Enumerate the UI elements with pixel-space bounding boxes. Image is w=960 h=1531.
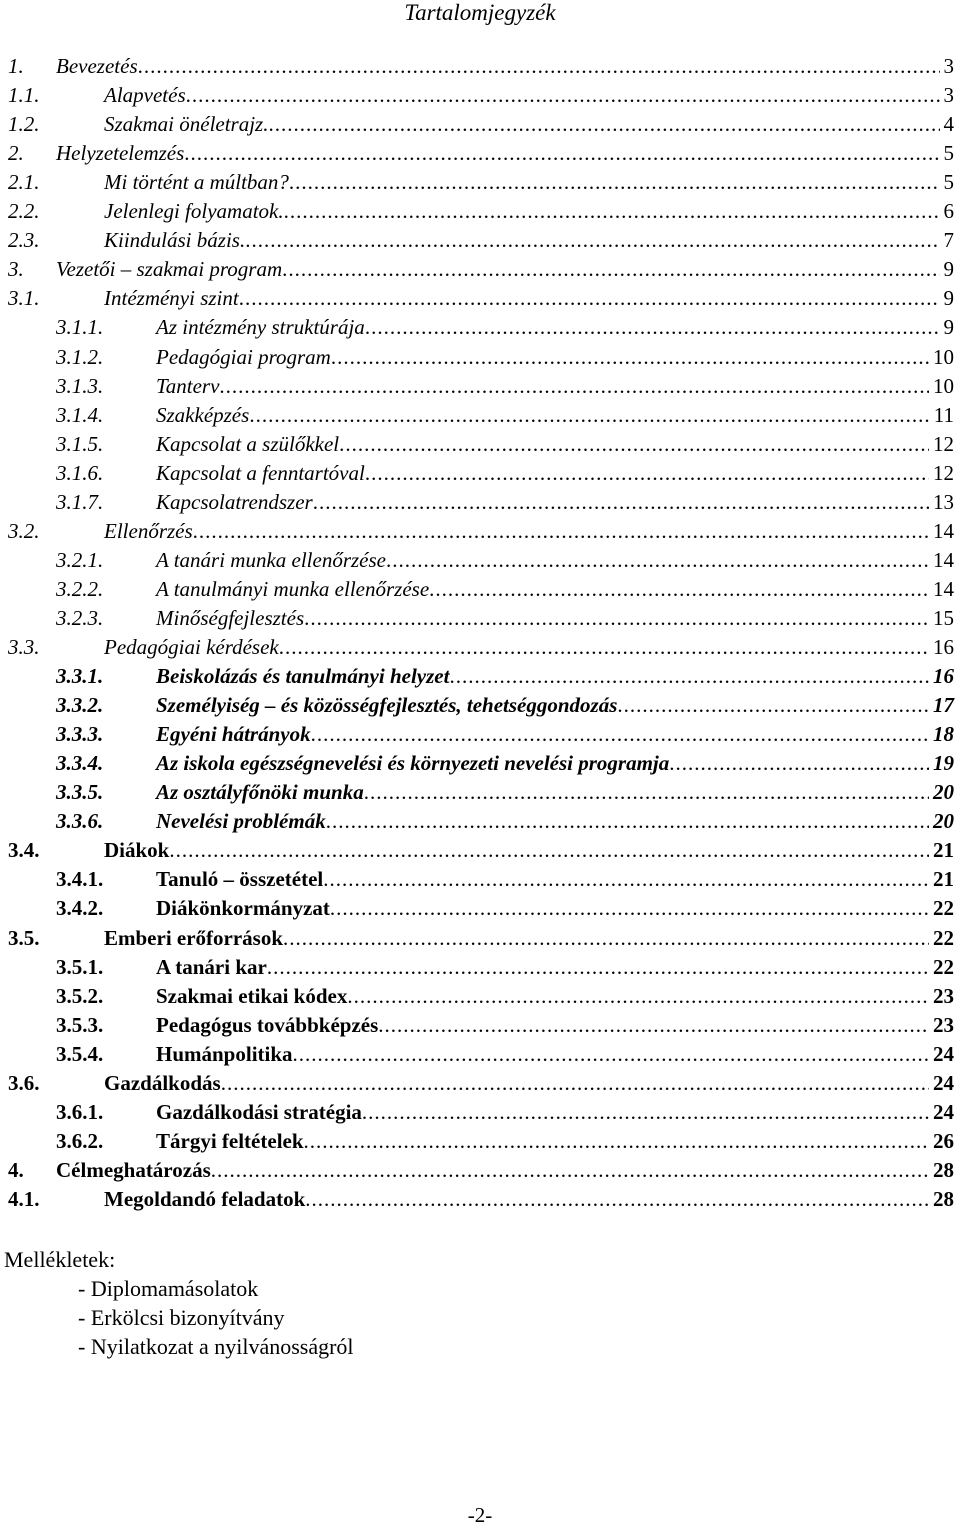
toc-entry-number: 3.5.4. [56,1041,104,1066]
toc-entry-page: 10 [933,344,954,369]
dot-leader [219,372,929,401]
dot-leader [311,720,929,749]
toc-entry-label: Alapvetés [104,81,186,110]
dot-leader [326,807,929,836]
toc-entry[interactable] [0,982,960,1011]
dot-leader [429,575,929,604]
toc-entry-number: 3.5.1. [56,954,104,979]
toc-entry-number: 3.4. [8,838,40,863]
toc-entry[interactable] [0,1127,960,1156]
toc-entry-label: Az intézmény struktúrája [156,313,365,342]
toc-entry-number: 3.6. [8,1070,40,1095]
toc-entry-label: Megoldandó feladatok [104,1185,305,1214]
toc-entry-number: 3.6.1. [56,1099,104,1124]
toc-entry[interactable] [0,894,960,923]
toc-entry-number: 3.5.2. [56,983,104,1008]
toc-entry-label: Minőségfejlesztés [156,604,304,633]
toc-entry-label: Tárgyi feltételek [156,1127,304,1156]
appendix-item: - Erkölcsi bizonyítvány [78,1305,285,1330]
dot-leader [449,662,929,691]
toc-entry-page: 7 [943,228,954,253]
toc-entry[interactable] [0,633,960,662]
dot-leader [365,459,929,488]
toc-title: Tartalomjegyzék [404,0,556,25]
toc-entry-label: Tanterv [156,372,219,401]
dot-leader [283,924,929,953]
toc-entry[interactable] [0,110,960,139]
toc-entry-number: 3.3.3. [56,722,104,747]
toc-entry-number: 4. [8,1157,24,1182]
toc-entry-label: Pedagógiai kérdések [104,633,279,662]
toc-entry[interactable] [0,662,960,691]
toc-entry[interactable] [0,1040,960,1069]
toc-entry-page: 14 [933,518,954,543]
toc-entry-number: 3.3.2. [56,693,104,718]
toc-entry-number: 3.3.6. [56,809,104,834]
toc-entry-number: 3.6.2. [56,1128,104,1153]
toc-entry-page: 19 [933,751,954,776]
toc-entry-number: 3.5.3. [56,1012,104,1037]
toc-entry-page: 13 [933,489,954,514]
toc-entry-label: Jelenlegi folyamatok. [104,197,284,226]
toc-entry[interactable] [0,488,960,517]
dot-leader [289,168,940,197]
toc-entry-number: 2.3. [8,228,40,253]
toc-entry-page: 26 [933,1128,954,1153]
toc-entry-label: Szakképzés [156,401,249,430]
toc-entry[interactable] [0,1069,960,1098]
dot-leader [339,430,929,459]
dot-leader [330,894,929,923]
toc-entry-label: Nevelési problémák [156,807,326,836]
toc-entry[interactable] [0,1185,960,1214]
toc-entry-label: Beiskolázás és tanulmányi helyzet [156,662,449,691]
dot-leader [331,343,929,372]
toc-entry-label: Kapcsolatrendszer [156,488,313,517]
toc-entry-number: 3. [8,257,24,282]
toc-entry-page: 18 [933,722,954,747]
toc-entry-label: Az osztályfőnöki munka [156,778,364,807]
toc-entry[interactable] [0,691,960,720]
toc-entry-label: Kapcsolat a fenntartóval [156,459,365,488]
toc-entry[interactable] [0,226,960,255]
page-number: -2- [467,1503,493,1527]
toc-entry-number: 3.1.6. [56,460,104,485]
toc-entry-page: 20 [933,809,954,834]
toc-entry[interactable] [0,778,960,807]
toc-entry[interactable] [0,546,960,575]
toc-entry-page: 16 [933,635,954,659]
toc-entry-number: 3.4.1. [56,867,104,892]
toc-entry-page: 21 [933,838,954,863]
toc-entry[interactable] [0,284,960,313]
toc-entry-number: 2.2. [8,199,40,224]
toc-entry[interactable] [0,807,960,836]
toc-entry-label: A tanári munka ellenőrzése [156,546,386,575]
dot-leader [279,633,929,662]
dot-leader [284,197,940,226]
dot-leader [304,604,929,633]
dot-leader [362,1098,929,1127]
toc-entry-label: Pedagógiai program [156,343,331,372]
toc-entry-page: 22 [933,896,954,921]
toc-entry-page: 4 [943,112,954,137]
dot-leader [268,110,939,139]
dot-leader [184,139,939,168]
toc-entry-label: Célmeghatározás [56,1156,211,1185]
toc-entry-page: 3 [943,54,954,78]
toc-entry-number: 3.5. [8,925,40,950]
toc-entry-label: Mi történt a múltban? [104,168,289,197]
dot-leader [378,1011,929,1040]
toc-entry-number: 2.1. [8,170,40,195]
toc-entry-number: 1.2. [8,112,40,137]
toc-entry-label: Személyiség – és közösségfejlesztés, tehetséggondozás [156,691,617,720]
toc-entry[interactable] [0,836,960,865]
toc-entry[interactable] [0,749,960,778]
toc-entry-page: 17 [933,693,954,718]
toc-entry-label: Szakmai önéletrajz. [104,110,268,139]
toc-entry-page: 3 [943,83,954,108]
dot-leader [138,52,940,81]
toc-entry-label: Helyzetelemzés [56,139,184,168]
toc-entry[interactable] [0,1098,960,1127]
toc-entry[interactable] [0,1011,960,1040]
toc-entry-number: 3.2.1. [56,547,104,572]
toc-entry-page: 16 [933,664,954,689]
toc-entry-number: 3.1.1. [56,315,104,340]
toc-entry[interactable] [0,924,960,953]
toc-entry-label: Az iskola egészségnevelési és környezeti nevelési programja [156,749,669,778]
dot-leader [245,226,939,255]
dot-leader [305,1185,929,1214]
dot-leader [282,255,939,284]
toc-entry-label: Kapcsolat a szülőkkel [156,430,339,459]
toc-entry[interactable] [0,168,960,197]
toc-entry[interactable] [0,865,960,894]
toc-entry-label: Ellenőrzés [104,517,193,546]
toc-entry[interactable] [0,575,960,604]
toc-entry-page: 28 [933,1186,954,1211]
toc-entry-page: 23 [933,983,954,1008]
dot-leader [186,81,940,110]
toc-entry[interactable] [0,313,960,342]
toc-entry-number: 3.1.2. [56,344,104,369]
toc-entry-number: 1.1. [8,83,40,108]
toc-entry-number: 3.1.5. [56,431,104,456]
toc-entry-number: 2. [8,141,24,166]
toc-entry-number: 3.1.4. [56,402,104,427]
toc-entry-number: 3.1.3. [56,373,104,398]
toc-entry[interactable] [0,459,960,488]
dot-leader [669,749,929,778]
toc-entry-page: 22 [933,925,954,950]
toc-entry-page: 21 [933,867,954,892]
toc-entry-label: A tanulmányi munka ellenőrzése [156,575,429,604]
toc-entry-label: Szakmai etikai kódex [156,982,347,1011]
dot-leader [364,778,929,807]
dot-leader [323,865,929,894]
toc-entry[interactable] [0,255,960,284]
toc-entry-page: 9 [943,257,954,282]
dot-leader [293,1040,929,1069]
toc-entry-label: Tanuló – összetétel [156,865,323,894]
toc-entry-number: 3.2.2. [56,576,104,601]
toc-entry-page: 24 [933,1070,954,1095]
toc-entry-label: Humánpolitika [156,1040,293,1069]
toc-entry-number: 3.2. [8,518,40,543]
toc-entry-page: 28 [933,1157,954,1182]
toc-entry[interactable] [0,604,960,633]
toc-entry-page: 5 [943,170,954,195]
toc-entry-page: 12 [933,431,954,456]
toc-entry-label: Gazdálkodási stratégia [156,1098,362,1127]
toc-entry-page: 9 [943,315,954,340]
toc-entry[interactable] [0,197,960,226]
dot-leader [239,284,940,313]
toc-entry-number: 3.1. [8,286,40,311]
toc-entry-label: Diákönkormányzat [156,894,330,923]
toc-entry-page: 11 [933,402,954,427]
toc-entry[interactable] [0,430,960,459]
toc-entry-number: 3.3. [8,635,40,659]
dot-leader [169,836,929,865]
dot-leader [386,546,929,575]
toc-entry-label: Pedagógus továbbképzés [156,1011,378,1040]
toc-entry-number: 3.3.4. [56,751,104,776]
toc-entry-label: Kiindulási bázis. [104,226,245,255]
dot-leader [304,1127,929,1156]
toc-entry-number: 3.3.5. [56,780,104,805]
toc-entry-page: 12 [933,460,954,485]
toc-entry-label: Diákok [104,836,169,865]
dot-leader [193,517,929,546]
dot-leader [249,401,929,430]
toc-entry-page: 6 [943,199,954,224]
toc-entry-page: 14 [933,576,954,601]
toc-entry-number: 4.1. [8,1186,40,1211]
toc-entry-label: Egyéni hátrányok [156,720,311,749]
toc-entry-label: A tanári kar [156,953,267,982]
toc-entry-page: 22 [933,954,954,979]
toc-entry-page: 15 [933,605,954,630]
toc-entry-number: 1. [8,54,24,78]
toc-entry-number: 3.3.1. [56,664,104,689]
toc-entry-label: Bevezetés [56,52,138,81]
toc-entry-page: 5 [943,141,954,166]
toc-entry-page: 20 [933,780,954,805]
toc-entry[interactable] [0,1156,960,1185]
toc-entry[interactable] [0,81,960,110]
toc-entry-label: Emberi erőforrások [104,924,283,953]
toc-entry-number: 3.4.2. [56,896,104,921]
dot-leader [211,1156,929,1185]
toc-entry[interactable] [0,343,960,372]
toc-entry[interactable] [0,52,960,81]
dot-leader [617,691,929,720]
toc-entry[interactable] [0,139,960,168]
toc-entry-page: 24 [933,1041,954,1066]
toc-entry[interactable] [0,720,960,749]
dot-leader [221,1069,929,1098]
dot-leader [347,982,929,1011]
dot-leader [365,313,940,342]
toc-entry[interactable] [0,953,960,982]
toc-entry-page: 24 [933,1099,954,1124]
toc-entry-page: 23 [933,1012,954,1037]
appendix-item: - Diplomamásolatok [78,1276,259,1301]
toc-entry[interactable] [0,517,960,546]
toc-entry-label: Vezetői – szakmai program [56,255,282,284]
toc-entry-number: 3.2.3. [56,605,104,630]
toc-entry-label: Gazdálkodás [104,1069,221,1098]
toc-entry-page: 10 [933,373,954,398]
toc-entry[interactable] [0,401,960,430]
dot-leader [313,488,929,517]
appendix-heading: Mellékletek: [4,1247,116,1272]
toc-entry-page: 9 [943,286,954,311]
toc-entry-page: 14 [933,547,954,572]
toc-entry-label: Intézményi szint [104,284,239,313]
dot-leader [267,953,929,982]
toc-entry-number: 3.1.7. [56,489,104,514]
toc-entry[interactable] [0,372,960,401]
appendix-item: - Nyilatkozat a nyilvánosságról [78,1334,354,1359]
